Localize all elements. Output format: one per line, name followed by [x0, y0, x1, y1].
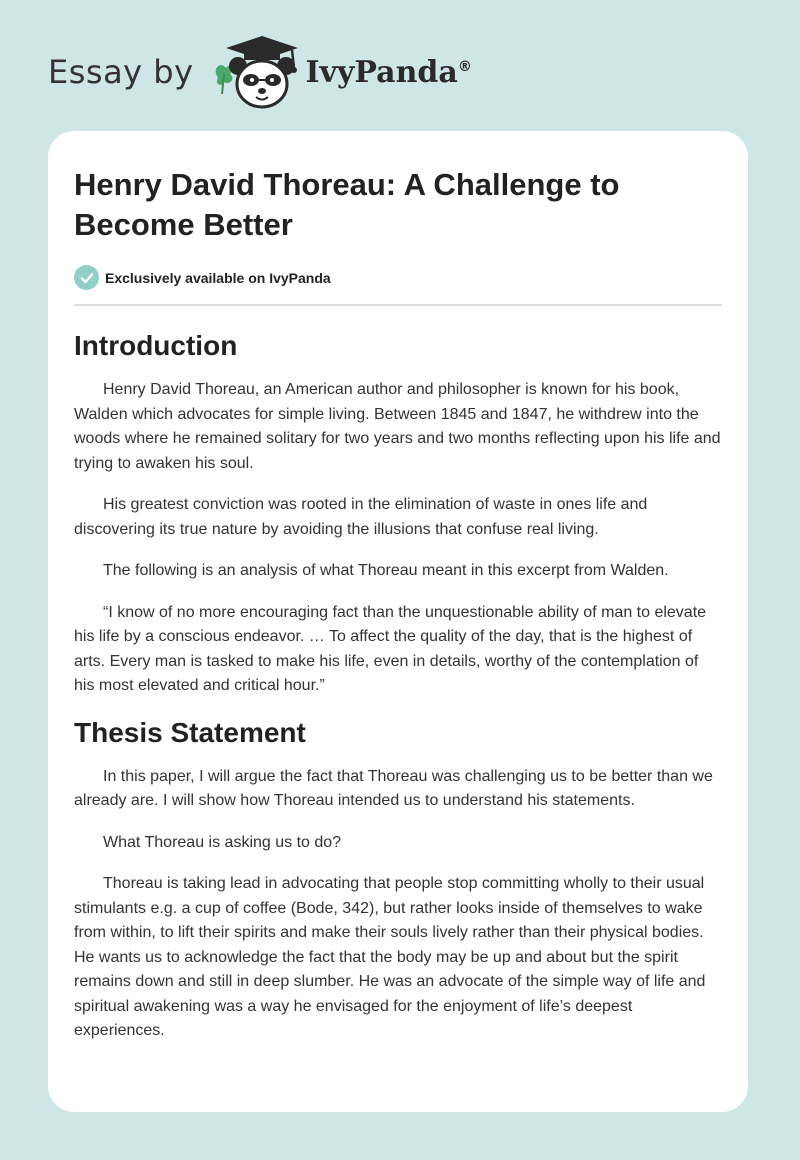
panda-logo-icon[interactable] — [212, 34, 302, 110]
section-heading: Thesis Statement — [74, 716, 306, 748]
essay-card — [48, 131, 748, 1112]
exclusive-badge — [74, 265, 722, 306]
section-heading: Introduction — [74, 330, 238, 361]
essay-by-label: Essay by — [48, 53, 194, 91]
section-body — [74, 378, 722, 699]
paragraph: What Thoreau is asking us to do? — [103, 833, 342, 851]
paragraph: In this paper, I will argue the fact that Thoreau was challenging us to be better than we already are. I will show how Thoreau intended us to understand his statements. — [74, 767, 713, 809]
page-title: Henry David Thoreau: A Challenge to Become Better — [74, 167, 620, 242]
section-thesis-statement — [74, 716, 722, 1044]
exclusive-badge-label: Exclusively available on IvyPanda — [105, 269, 331, 286]
paragraph: His greatest conviction was rooted in the elimination of waste in ones life and discovering its true nature by avoiding the illusions that confuse real living. — [74, 496, 648, 538]
paragraph: The following is an analysis of what Thoreau meant in this excerpt from Walden. — [103, 562, 669, 579]
quote-paragraph: “I know of no more encouraging fact than the unquestionable ability of man to elevate his life by a conscious endeavor. … To affect the quality of the day, that is the highest of arts. Every man is tasked to make his life, even in details, worthy of the contemplation of his most elevated and critical hour.” — [74, 603, 707, 694]
section-introduction — [74, 329, 722, 699]
brand-name[interactable]: IvyPanda® — [305, 54, 472, 90]
paragraph: Henry David Thoreau, an American author and philosopher is known for his book, Walden which advocates for simple living. Between 1845 and 1847, he withdrew into the woods where he remained solitary for two years and two months reflecting upon his life and trying to awaken his soul. — [74, 381, 721, 472]
check-icon — [74, 265, 99, 290]
site-header — [48, 34, 472, 110]
paragraph: Thoreau is taking lead in advocating that people stop committing wholly to their usual stimulants e.g. a cup of coffee (Bode, 342), but rather looks inside of themselves to wake from within, to lift their spirits and make their souls lively rather than their physical bodies. He wants us to acknowledge the fact that the body may be up and about but the spirit remains down and still in deep slumber. He was an advocate of the simple way of life and spiritual awakening was a way he envisaged for the enjoyment of life’s deepest experiences. — [74, 875, 706, 1039]
section-body — [74, 765, 722, 1044]
